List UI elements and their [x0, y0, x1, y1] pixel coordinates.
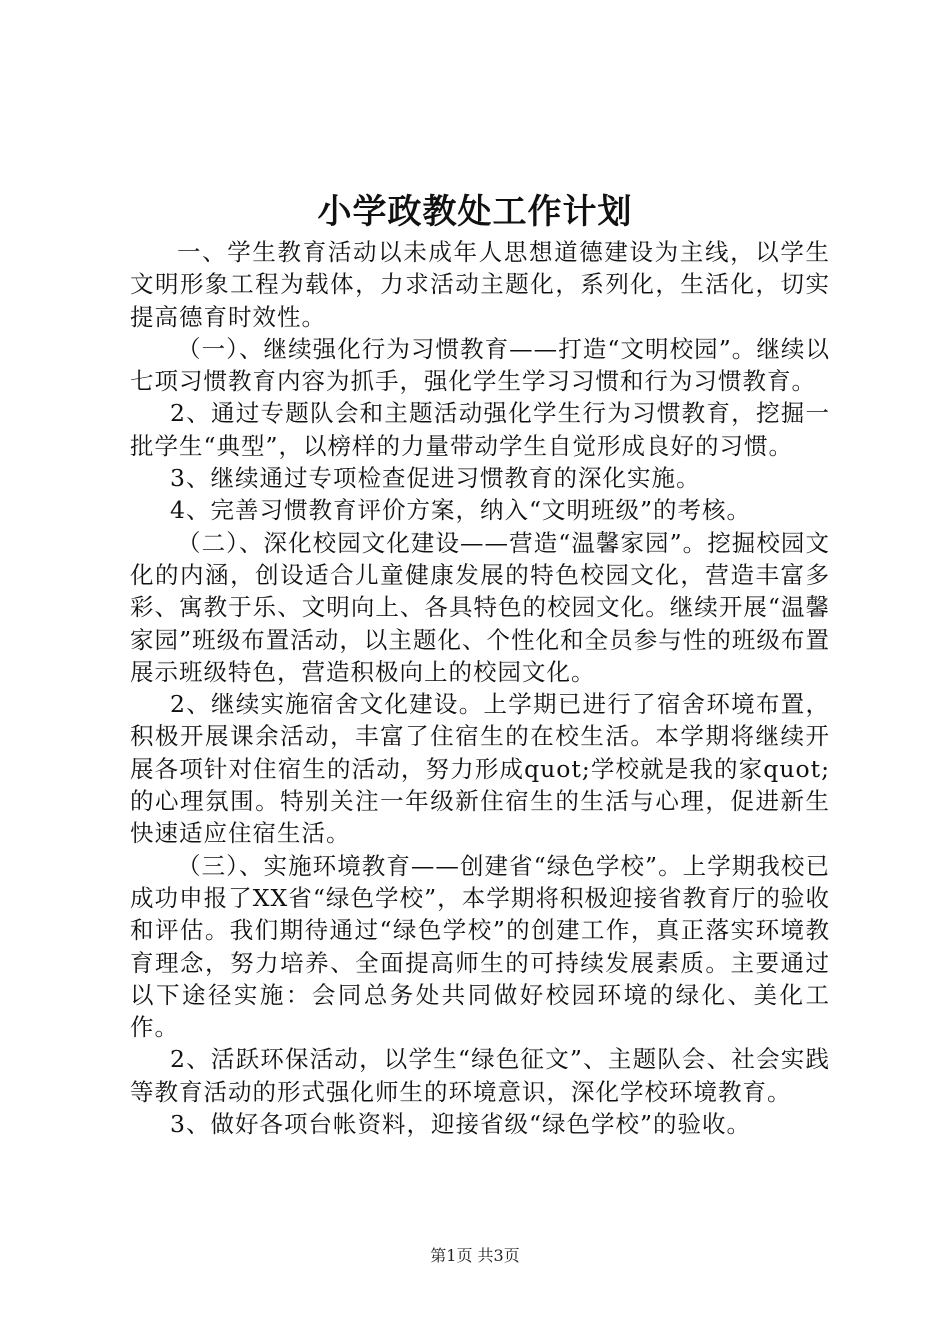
paragraph-2: （一）、继续强化行为习惯教育——打造“文明校园”。继续以七项习惯教育内容为抓手，强化学生学习习惯和行为习惯教育。: [130, 334, 830, 396]
page-number: 第1页 共3页: [430, 1246, 520, 1265]
paragraph-10: 3、做好各项台帐资料，迎接省级“绿色学校”的验收。: [170, 1110, 751, 1139]
document-body: [130, 236, 830, 1140]
paragraph-6: （二）、深化校园文化建设——营造“温馨家园”。挖掘校园文化的内涵，创设适合儿童健康发展的特色校园文化，营造丰富多彩、寓教于乐、文明向上、各具特色的校园文化。继续开展“温馨家园”班级布置活动，以主题化、个性化和全员参与性的班级布置展示班级特色，营造积极向上的校园文化。: [130, 528, 830, 686]
paragraph-7: 2、继续实施宿舍文化建设。上学期已进行了宿舍环境布置，积极开展课余活动，丰富了住宿生的在校生活。本学期将继续开展各项针对住宿生的活动，努力形成quot;学校就是我的家quot;的心理氛围。特别关注一年级新住宿生的生活与心理，促进新生快速适应住宿生活。: [130, 690, 830, 848]
paragraph-3: 2、通过专题队会和主题活动强化学生行为习惯教育，挖掘一批学生“典型”，以榜样的力量带动学生自觉形成良好的习惯。: [130, 399, 830, 460]
paragraph-8: （三）、实施环境教育——创建省“绿色学校”。上学期我校已成功申报了XX省“绿色学校”，本学期将积极迎接省教育厅的验收和评估。我们期待通过“绿色学校”的创建工作，真正落实环境教育理念，努力培养、全面提高师生的可持续发展素质。主要通过以下途径实施：会同总务处共同做好校园环境的绿化、美化工作。: [130, 851, 830, 1042]
document-title: 小学政教处工作计划: [317, 192, 633, 232]
paragraph-5: 4、完善习惯教育评价方案，纳入“文明班级”的考核。: [170, 496, 751, 525]
paragraph-9: 2、活跃环保活动，以学生“绿色征文”、主题队会、社会实践等教育活动的形式强化师生的环境意识，深化学校环境教育。: [130, 1045, 830, 1106]
paragraph-4: 3、继续通过专项检查促进习惯教育的深化实施。: [170, 464, 701, 493]
paragraph-1: 一、学生教育活动以未成年人思想道德建设为主线，以学生文明形象工程为载体，力求活动主题化，系列化，生活化，切实提高德育时效性。: [130, 238, 830, 331]
